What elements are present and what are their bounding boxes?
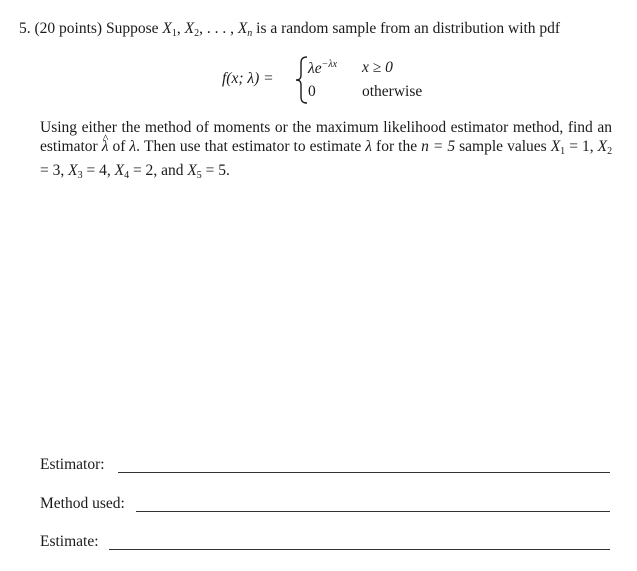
instructions-text-4: for the <box>376 138 418 155</box>
pdf-case2-condition: otherwise <box>362 83 423 100</box>
lambda-symbol: λ <box>129 138 137 155</box>
instructions-text-3: . Then use that estimator to estimate <box>136 138 362 155</box>
estimator-answer-line[interactable] <box>118 472 610 473</box>
problem-number: 5. <box>19 20 31 37</box>
estimator-answer-row <box>40 455 610 477</box>
method-answer-row <box>40 494 610 516</box>
pdf-case1-expr: $\lambda e^{-\lambda x}$ <box>308 59 338 77</box>
value-x3-eq: = 4 <box>82 162 107 179</box>
instructions-text-5: sample values <box>459 138 547 155</box>
lambda-hat: ^ λ <box>102 137 109 156</box>
problem-instructions: Using either the method of moments or the maximum likelihood estimator method, find an estimator ^ λ of λ. Then use that estimator to estimate λ for the n = 5 sample values $X_1 = 1$, $X_2 = 3$, $X_3 = 4$, $X_4 = 2$, and $X_5 = 5$. <box>40 118 612 185</box>
sample-x2: $X_2$ <box>184 20 200 39</box>
sample-comma: , <box>176 20 181 37</box>
method-label: Method used: <box>40 495 125 512</box>
estimate-answer-row <box>40 532 610 554</box>
instructions-text-2: of <box>112 138 126 155</box>
value-x2: $X_2$ <box>597 138 613 157</box>
problem-points: (20 points) <box>34 20 103 37</box>
pdf-lhs: f(x; λ) = <box>222 70 274 87</box>
sample-ellipsis: , . . . , <box>199 20 234 37</box>
sample-xn: $X_n$ <box>237 20 253 39</box>
value-x3: $X_3$ <box>68 162 83 181</box>
value-x4: $X_4$ <box>114 162 130 181</box>
intro-text-1: Suppose <box>105 20 159 37</box>
value-x4-eq: = 2 <box>129 162 154 179</box>
estimator-label: Estimator: <box>40 456 105 473</box>
pdf-case1-condition: x ≥ 0 <box>362 59 393 76</box>
value-x2-eq: = 3 <box>40 162 61 179</box>
sample-x1: $X_1$ <box>162 20 177 39</box>
estimate-label: Estimate: <box>40 533 99 550</box>
sample-size: n = 5 <box>421 138 456 155</box>
lambda-symbol-2: λ <box>365 138 373 155</box>
method-answer-line[interactable] <box>136 511 610 512</box>
value-x1: $X_1$ <box>550 138 566 157</box>
instructions-text-1: Using either the method of moments or the maximum likelihood estimator method, find an estimator <box>40 119 612 155</box>
estimate-answer-line[interactable] <box>109 549 610 550</box>
value-x5-eq: = 5. <box>201 162 230 179</box>
intro-text-2: is a random sample from an distribution with pdf <box>256 20 561 37</box>
value-x5: $X_5$ <box>187 162 202 181</box>
value-x1-eq: = 1 <box>565 138 590 155</box>
problem-statement <box>19 20 560 39</box>
pdf-case2-expr: 0 <box>308 83 316 100</box>
and-text: and <box>161 162 184 179</box>
pdf-definition <box>222 55 462 105</box>
